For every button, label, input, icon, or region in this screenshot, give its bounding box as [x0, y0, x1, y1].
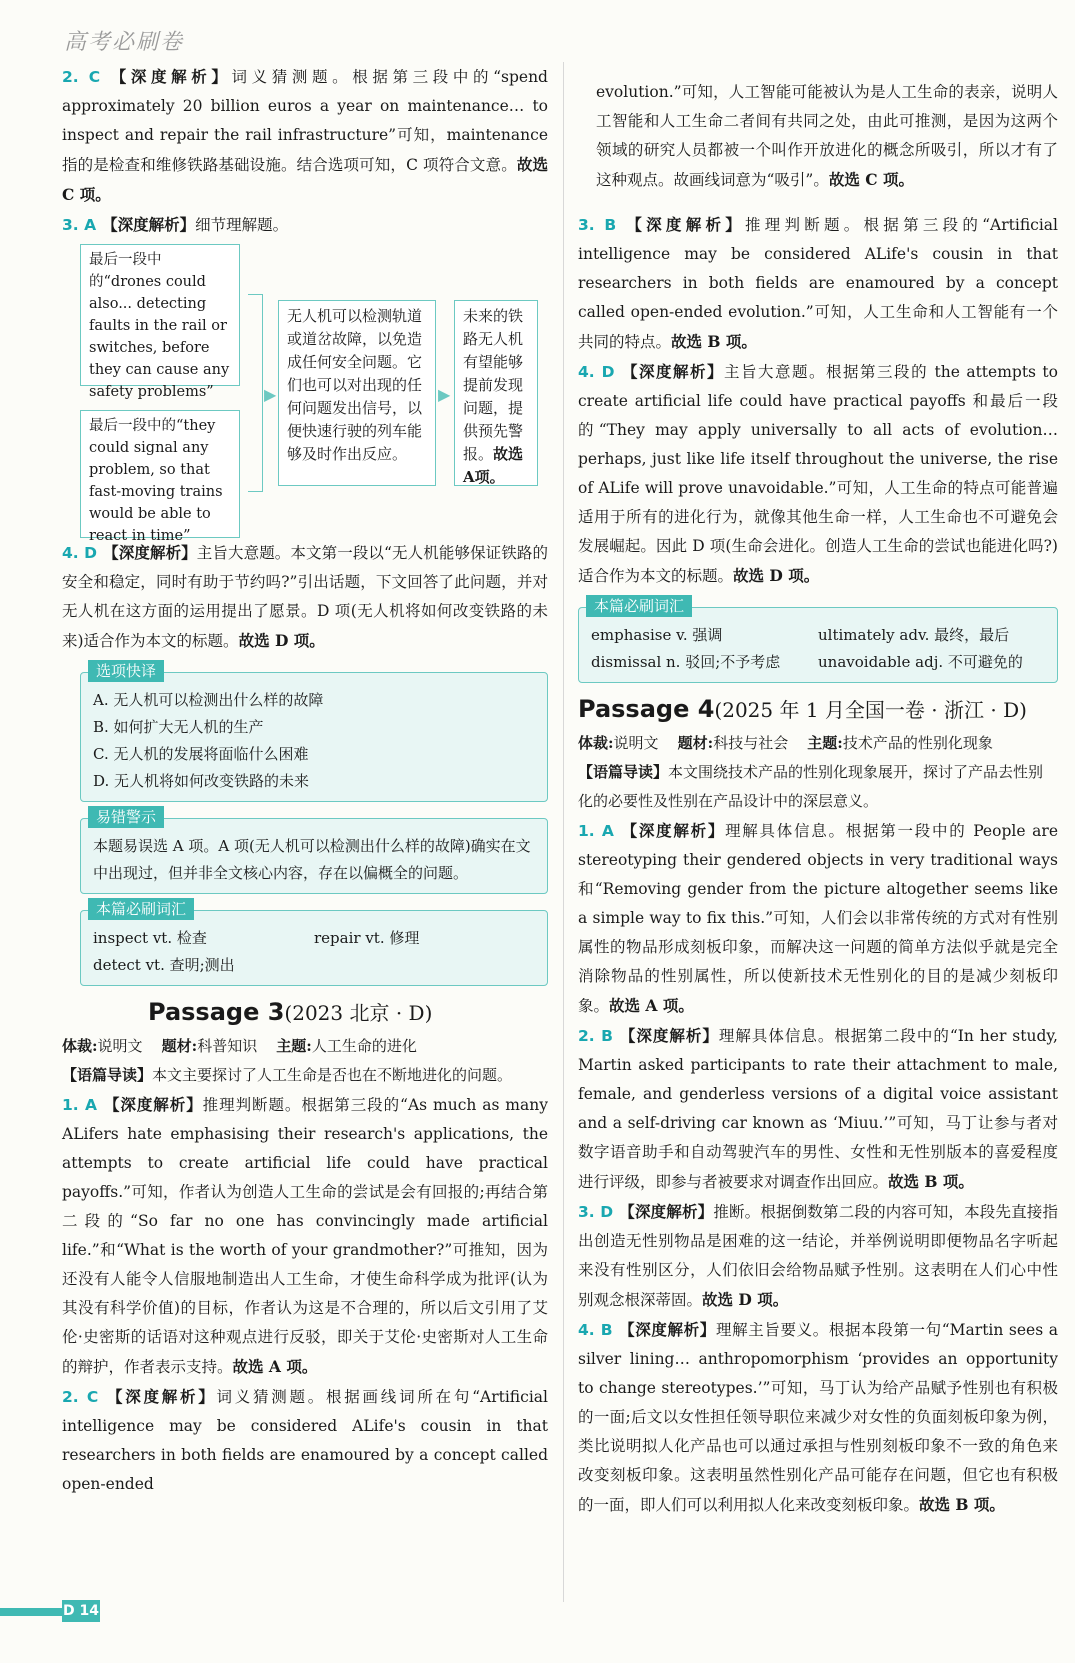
question-number: 1. A	[578, 822, 614, 840]
meta-label: 主题:	[807, 734, 843, 752]
section-tab-label: 易错警示	[88, 806, 164, 828]
answer-choice: 故选 C 项。	[828, 169, 914, 189]
analysis-tag: 【深度解析】	[618, 1320, 716, 1339]
guide-text: 本文围绕技术产品的性别化现象展开，探讨了产品去性别化的必要性及性别在产品设计中的深层意义。	[578, 763, 1044, 810]
right-column	[578, 62, 1058, 1520]
analysis-text: 理解具体信息。根据第一段中的 People are stereotyping their gendered objects in very traditional ways 和“Removing gender from the picture altogether seems like a simple way to fix this.”可知，人们会以非常传统的方式对有性别属性的物品形成刻板印象，而解决这一问题的简单方法似乎就是完全消除物品的性别属性，所以使新技术无性别化的目的是减少刻板印象。	[578, 822, 1058, 1015]
analysis-tag: 【深度解析】	[619, 1202, 714, 1221]
analysis-tag: 【深度解析】	[620, 362, 724, 381]
vocab-box	[80, 900, 548, 986]
answer-p4-q1	[578, 816, 1058, 1021]
passage-4-meta	[578, 729, 1058, 758]
question-number: 4. B	[578, 1321, 613, 1339]
analysis-tag: 【深度解析】	[106, 67, 232, 86]
analysis-tag: 【深度解析】	[102, 215, 196, 234]
vocab-row	[93, 925, 535, 952]
analysis-text: 细节理解题。	[195, 216, 289, 234]
question-number: 2. C	[62, 68, 101, 86]
vocab-item: ultimately adv. 最终，最后	[818, 626, 1010, 644]
meta-value: 人工生命的进化	[311, 1037, 417, 1055]
analysis-text: 推断。根据倒数第二段的内容可知，本段先直接指出创造无性别物品是困难的这一结论，并举例说明即便物品名字听起来没有性别区分，人们依旧会给物品赋予性别。这表明在人们心中性别观念根深蒂固。	[578, 1203, 1058, 1309]
meta-value: 说明文	[97, 1037, 143, 1055]
passage-title-text: Passage 3	[148, 998, 285, 1026]
analysis-text: 主旨大意题。根据第三段的 the attempts to create artificial life could have practical payoffs 和最后一段的“They may apply universally to all acts of evolution… perhaps, just like life itself throughout the universe, the rise of ALife will prove unavoidable.”可知，人工生命的特点可能普遍适用于所有的进化行为，就像其他生命一样，人工生命也不可避免会发展崛起。因此 D 项(生命会进化。创造人工生命的尝试也能进化吗?)适合作为本文的标题。	[578, 363, 1058, 585]
meta-label: 体裁:	[62, 1037, 98, 1055]
vocab-row	[591, 649, 1045, 676]
vocab-item: detect vt. 查明;测出	[93, 956, 235, 974]
question-number: 2. C	[62, 1388, 99, 1406]
option-item: A. 无人机可以检测出什么样的故障	[93, 691, 324, 709]
answer-choice: 故选 A项。	[463, 445, 524, 486]
vocab-item: inspect vt. 检查	[93, 929, 207, 947]
vocab-row	[591, 622, 1045, 649]
guide-label: 【语篇导读】	[578, 763, 669, 781]
answer-p4-q2	[578, 1021, 1058, 1197]
question-number: 3. D	[578, 1203, 614, 1221]
question-number: 4. D	[578, 363, 615, 381]
answer-choice: 故选 B 项。	[919, 1495, 1005, 1514]
meta-value: 科技与社会	[713, 734, 789, 752]
flow-box-evidence-2: 最后一段中的“they could signal any problem, so that fast-moving trains would be able to react in time”	[80, 410, 240, 538]
analysis-tag: 【深度解析】	[619, 821, 726, 840]
analysis-tag: 【深度解析】	[103, 543, 197, 562]
passage-4-title	[578, 695, 1058, 725]
page-header-title: 高考必刷卷	[64, 30, 185, 55]
answer-choice: 故选 B 项。	[671, 332, 757, 351]
answer-choice: 故选 A 项。	[609, 996, 694, 1015]
analysis-tag: 【深度解析】	[104, 1387, 217, 1406]
analysis-text: 推理判断题。根据第三段的“As much as many ALifers hate emphasising their research's applications, the attempts to create artificial life could have practical payoffs.”可知，作者认为创造人工生命的尝试是会有回报的;再结合第二段的“So far no one has convincingly made artificial life.”和“What is the worth of your grandmother?”可推知，因为还没有人能令人信服地制造出人工生命，才使生命科学成为批评(认为其没有科学价值)的目标，作者认为这是不合理的，所以后文引用了艾伦·史密斯的话语对这种观点进行反驳，即关于艾伦·史密斯对人工生命的辩护，作者表示支持。	[62, 1096, 548, 1376]
analysis-text: 词义猜测题。根据第三段中的“spend approximately 20 billion euros a year on maintenance… to inspect and repair the rail infrastructure”可知，maintenance 指的是检查和维修铁路基础设施。结合选项可知，C 项符合文意。	[62, 68, 548, 174]
analysis-text: 主旨大意题。本文第一段以“无人机能够保证铁路的安全和稳定，同时有助于节约吗?”引出话题，下文回答了此问题，并对无人机在这方面的运用提出了愿景。D 项(无人机将如何改变铁路的未来)适合作为本文的标题。	[62, 544, 548, 650]
answer-p2-q3	[62, 210, 548, 240]
answer-choice: 故选 D 项。	[238, 631, 325, 650]
flow-box-conclusion	[454, 300, 538, 486]
passage-3-meta	[62, 1032, 548, 1061]
options-translation-box	[80, 662, 548, 802]
analysis-text: 词义猜测题。根据画线词所在句“Artificial intelligence may be considered ALife's cousin in that researchers in both fields are enamoured by a concept called open-ended	[62, 1388, 548, 1493]
column-divider	[563, 62, 564, 1602]
vocab-item: dismissal n. 驳回;不予考虑	[591, 653, 781, 671]
question-number: 1. A	[62, 1096, 98, 1114]
warning-text: 本题易误选 A 项。A 项(无人机可以检测出什么样的故障)确实在文中出现过，但并非全文核心内容，存在以偏概全的问题。	[80, 818, 548, 894]
section-tab-label: 选项快译	[88, 660, 164, 682]
footer-accent-bar	[0, 1608, 64, 1616]
guide-label: 【语篇导读】	[62, 1066, 153, 1084]
meta-label: 题材:	[161, 1037, 198, 1055]
question-number: 4. D	[62, 544, 98, 562]
meta-value: 科普知识	[197, 1037, 258, 1055]
answer-p3-q2	[62, 1382, 548, 1499]
answer-p3-q2-continued	[578, 78, 1058, 195]
reasoning-flowchart	[80, 244, 548, 544]
option-item: D. 无人机将如何改变铁路的未来	[93, 772, 310, 790]
meta-label: 题材:	[677, 734, 714, 752]
guide-text: 本文主要探讨了人工生命是否也在不断地进化的问题。	[152, 1066, 513, 1084]
answer-p3-q4	[578, 357, 1058, 591]
section-tab-label: 本篇必刷词汇	[586, 595, 692, 617]
page-number: D 14	[62, 1600, 100, 1622]
arrow-right-icon: ▶	[438, 385, 451, 404]
vocab-box	[578, 597, 1058, 683]
answer-p4-q3	[578, 1197, 1058, 1315]
section-tab-label: 本篇必刷词汇	[88, 898, 194, 920]
meta-value: 说明文	[613, 734, 659, 752]
analysis-text: evolution.”可知，人工智能可能被认为是人工生命的表亲，说明人工智能和人工生命二者间有共同之处，由此可推测，是因为这两个领域的研究人员都被一个叫作开放进化的概念所吸引，所以才有了这种观点。故画线词意为“吸引”。	[596, 82, 1058, 189]
question-number: 3. B	[578, 216, 617, 234]
answer-p4-q4	[578, 1315, 1058, 1520]
answer-choice: 故选 C 项。	[62, 155, 548, 204]
vocab-item: unavoidable adj. 不可避免的	[818, 653, 1023, 671]
passage-source: (2023 北京 · D)	[284, 1001, 433, 1025]
answer-choice: 故选 D 项。	[733, 566, 820, 585]
arrow-right-icon: ▶	[264, 385, 277, 404]
passage-3-title	[62, 998, 548, 1028]
answer-p3-q1	[62, 1090, 548, 1382]
analysis-tag: 【深度解析】	[618, 1026, 719, 1045]
passage-title-text: Passage 4	[578, 695, 715, 723]
analysis-tag: 【深度解析】	[622, 215, 745, 234]
vocab-row	[93, 952, 535, 979]
passage-4-guide	[578, 758, 1058, 816]
meta-label: 主题:	[276, 1037, 312, 1055]
vocab-item	[314, 952, 535, 979]
analysis-text: 理解主旨要义。根据本段第一句“Martin sees a silver lining… anthropomorphism ‘provides an opportunity to change stereotypes.’”可知，马丁认为给产品赋予性别也有积极的一面;后文以女性担任领导职位来减少对女性的负面刻板印象为例，类比说明拟人化产品也可以通过承担与性别刻板印象不一致的角色来改变刻板印象。这表明虽然性别化产品可能存在问题，但它也有积极的一面，即人们可以利用拟人化来改变刻板印象。	[578, 1321, 1058, 1514]
analysis-tag: 【深度解析】	[103, 1095, 203, 1114]
answer-choice: 故选 A 项。	[232, 1357, 318, 1376]
answer-choice: 故选 D 项。	[702, 1290, 789, 1309]
answer-p2-q2	[62, 62, 548, 210]
passage-3-guide	[62, 1061, 548, 1090]
vocab-item: repair vt. 修理	[314, 929, 420, 947]
flow-box-evidence-1: 最后一段中的“drones could also... detecting faults in the rail or switches, before they can cause any safety problems”	[80, 244, 240, 386]
answer-choice: 故选 B 项。	[888, 1172, 974, 1191]
meta-value: 技术产品的性别化现象	[842, 734, 993, 752]
vocab-item: emphasise v. 强调	[591, 626, 723, 644]
flow-brace	[248, 294, 263, 492]
analysis-text: 推理判断题。根据第三段的“Artificial intelligence may be considered ALife's cousin in that researchers in both fields are enamoured by a concept called open-ended evolution.”可知，人工生命和人工智能有一个共同的特点。	[578, 216, 1058, 351]
option-item: B. 如何扩大无人机的生产	[93, 718, 264, 736]
passage-source: (2025 年 1 月全国一卷 · 浙江 · D)	[714, 698, 1027, 722]
flow-conclusion-text: 未来的铁路无人机有望能够提前发现问题，提供预先警报。	[463, 307, 524, 463]
meta-label: 体裁:	[578, 734, 614, 752]
question-number: 3. A	[62, 216, 97, 234]
answer-p3-q3	[578, 210, 1058, 357]
error-warning-box	[80, 808, 548, 894]
question-number: 2. B	[578, 1027, 613, 1045]
left-column	[62, 62, 548, 1499]
flow-box-translation: 无人机可以检测轨道或道岔故障，以免造成任何安全问题。它们也可以对出现的任何问题发出信号，以便快速行驶的列车能够及时作出反应。	[278, 300, 436, 486]
analysis-text: 理解具体信息。根据第二段中的“In her study, Martin asked participants to rate their attachment to male, female, and genderless versions of a digital voice assistant and a self-driving car known as ‘Miuu.’”可知，马丁让参与者对数字语音助手和自动驾驶汽车的男性、女性和无性别版本的喜爱程度进行评级，即参与者被要求对调查作出回应。	[578, 1027, 1058, 1191]
answer-p2-q4	[62, 538, 548, 656]
option-item: C. 无人机的发展将面临什么困难	[93, 745, 309, 763]
